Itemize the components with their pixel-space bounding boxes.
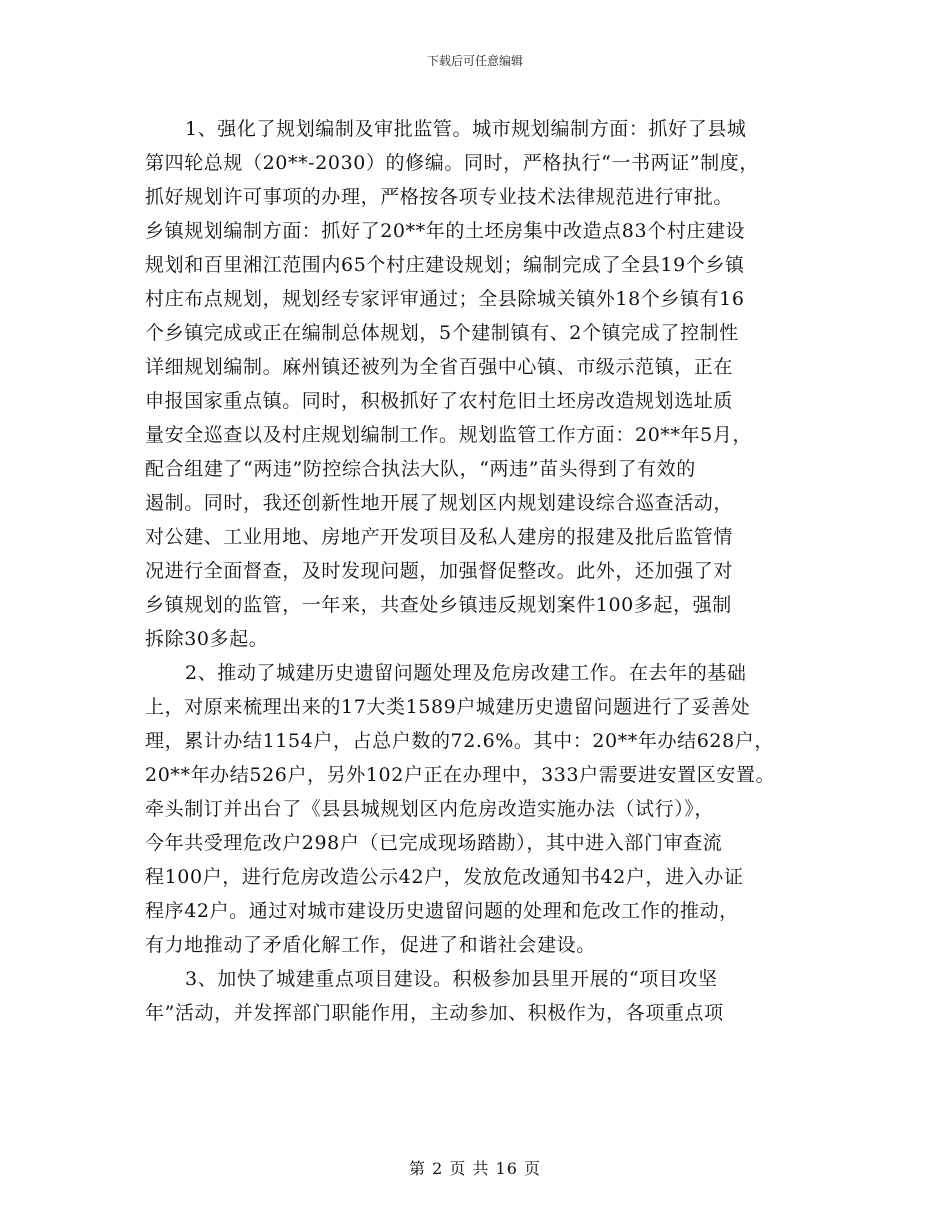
paragraph-2-line-6: 今年共受理危改户298户（已完成现场踏勘），其中进入部门审查流 [145,832,723,854]
paragraph-2-line-4: 20**年办结526户，另外102户正在办理中，333户需要进安置区安置。 [145,764,776,786]
paragraph-1-line-16: 拆除30多起。 [145,628,269,650]
paragraph-3-line-2: 年”活动，并发挥部门职能作用，主动参加、积极作为，各项重点项 [145,1002,724,1024]
page-header: 下载后可任意编辑 [426,54,523,68]
paragraph-2-line-9: 有力地推动了矛盾化解工作，促进了和谐社会建设。 [145,934,596,956]
paragraph-3-line-1: 3、加快了城建重点项目建设。积极参加县里开展的“项目攻坚 [185,968,718,990]
paragraph-1-line-11: 配合组建了“两违”防控综合执法大队，“两违”苗头得到了有效的 [145,458,696,480]
paragraph-1-line-10: 量安全巡查以及村庄规划编制工作。规划监管工作方面：20**年5月， [145,424,753,446]
paragraph-2-line-8: 程序42户。通过对城市建设历史遗留问题的处理和危改工作的推动， [145,900,739,922]
paragraph-1-line-3: 抓好规划许可事项的办理，严格按各项专业技术法律规范进行审批。 [145,186,734,208]
paragraph-1-line-15: 乡镇规划的监管，一年来，共查处乡镇违反规划案件100多起，强制 [145,594,732,616]
page-footer: 第 2 页 共 16 页 [409,1159,541,1178]
document-body [145,112,810,1030]
paragraph-1-line-2: 第四轮总规（20**-2030）的修编。同时，严格执行“一书两证”制度， [145,152,759,174]
paragraph-1-line-6: 村庄布点规划，规划经专家评审通过；全县除城关镇外18个乡镇有16 [145,288,745,310]
paragraph-2-line-1: 2、推动了城建历史遗留问题处理及危房改建工作。在去年的基础 [185,662,747,684]
paragraph-2-line-5: 牵头制订并出台了《县县城规划区内危房改造实施办法（试行）》， [145,798,715,820]
paragraph-1-line-13: 对公建、工业用地、房地产开发项目及私人建房的报建及批后监管情 [145,526,734,548]
paragraph-2-line-3: 理，累计办结1154户，占总户数的72.6%。其中：20**年办结628户， [145,730,774,752]
paragraph-2-line-2: 上，对原来梳理出来的17大类1589户城建历史遗留问题进行了妥善处 [145,696,751,718]
paragraph-1-line-1: 1、强化了规划编制及审批监管。城市规划编制方面：抓好了县城 [185,118,747,140]
paragraph-1-line-4: 乡镇规划编制方面：抓好了20**年的土坯房集中改造点83个村庄建设 [145,220,746,242]
paragraph-1-line-5: 规划和百里湘江范围内65个村庄建设规划；编制完成了全县19个乡镇 [145,254,745,276]
paragraph-1-line-7: 个乡镇完成或正在编制总体规划，5个建制镇有、2个镇完成了控制性 [145,322,739,344]
paragraph-1-line-8: 详细规划编制。麻州镇还被列为全省百强中心镇、市级示范镇，正在 [145,356,734,378]
paragraph-2-line-7: 程100户，进行危房改造公示42户，发放危改通知书42户，进入办证 [145,866,744,888]
paragraph-1-line-12: 遏制。同时，我还创新性地开展了规划区内规划建设综合巡查活动， [145,492,734,514]
paragraph-1-line-9: 申报国家重点镇。同时，积极抓好了农村危旧土坯房改造规划选址质 [145,390,734,412]
paragraph-1-line-14: 况进行全面督查，及时发现问题，加强督促整改。此外，还加强了对 [145,560,734,582]
